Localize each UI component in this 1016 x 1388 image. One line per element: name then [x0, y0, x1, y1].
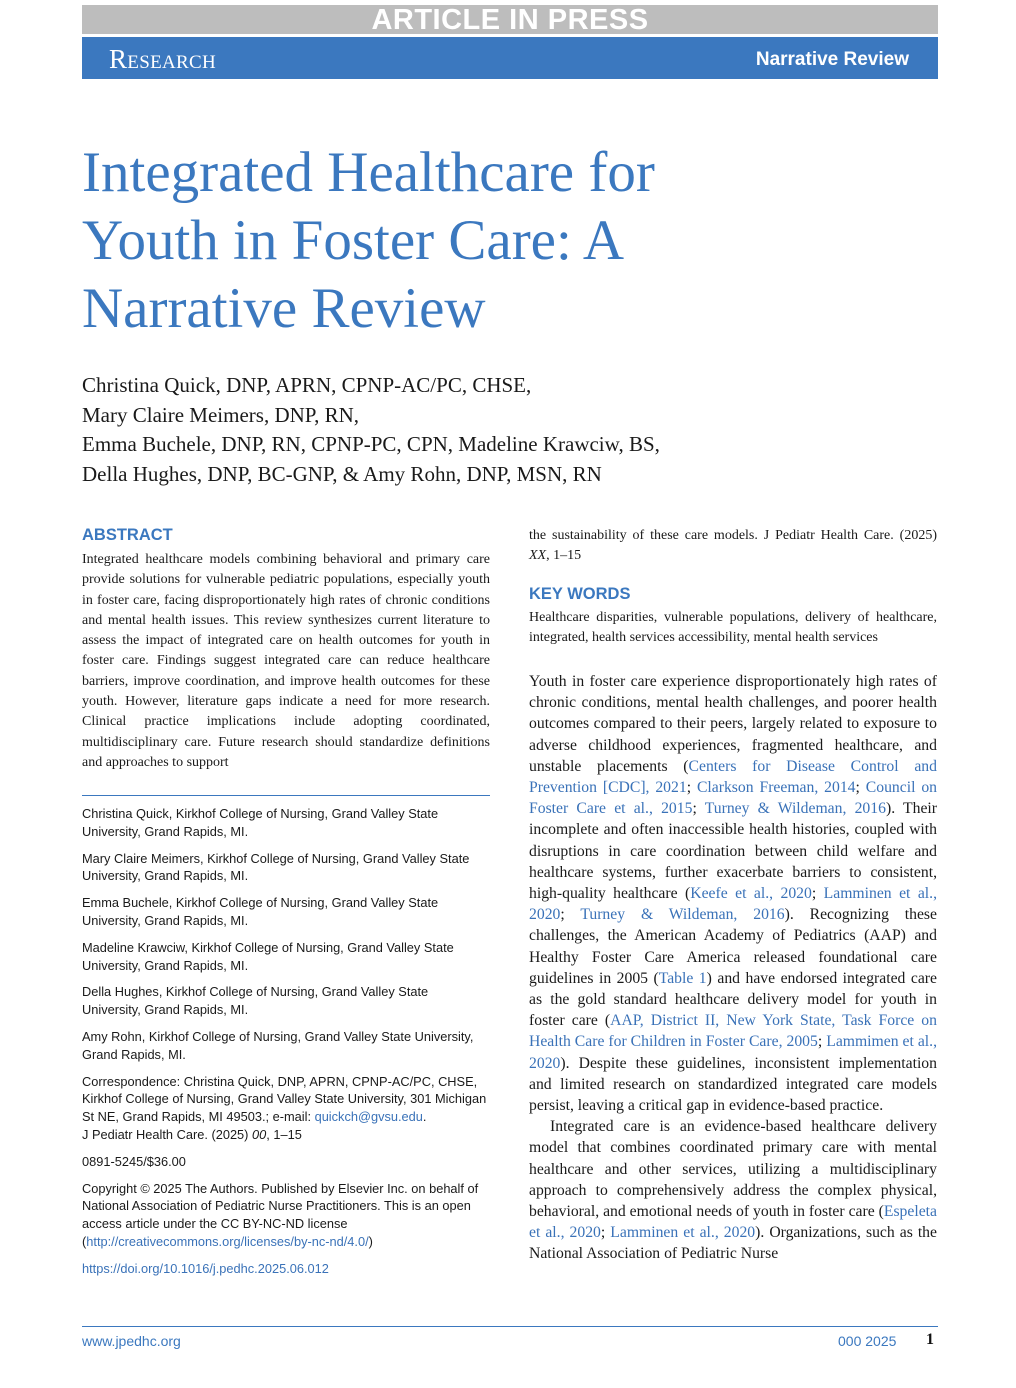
citation-link[interactable]: AAP, District II, New York State, Task Force on Health Care for Children in Foster Care, 2005	[529, 1012, 937, 1051]
email-link[interactable]: quickch@gvsu.edu	[314, 1109, 423, 1125]
abstract-text: Integrated healthcare models combining behavioral and primary care provide solutions for vulnerable pediatric populations, especially youth in foster care, facing disproportionately high rates of chronic conditions and mental health issues. This review synthesizes current literature to assess the impact of integrated care on health outcomes for youth in foster care. Findings suggest integrated care can reduce healthcare barriers, improve coordination, and improve health outcomes for these youth. However, literature gaps indicate a need for more research. Clinical practice implications include adopting coordinated, multidisciplinary care. Future research should standardize definitions and approaches to support	[82, 552, 490, 770]
section-header-bar	[82, 37, 938, 79]
body-text-run: ). Recognizing these challenges, the American Academy of Pediatrics (AAP) and Healthy Foster Care America released foundational care guidelines in 2005 (	[529, 906, 938, 987]
journal-citation: J Pediatr Health Care. (2025) 00, 1–15	[82, 1126, 302, 1142]
body-text-run: ;	[811, 885, 824, 903]
author-line: Emma Buchele, DNP, RN, CPNP-PC, CPN, Madeline Krawciw, BS,	[82, 432, 660, 456]
title-line: Youth in Foster Care: A	[82, 209, 625, 272]
body-text-run: ). Despite these guidelines, inconsistent implementation and limited research on standardized integrated care models persist, leaving a critical gap in evidence-based practice.	[529, 1054, 937, 1115]
article-type: Narrative Review	[755, 49, 909, 70]
doi-link[interactable]: https://doi.org/10.1016/j.pedhc.2025.06.012	[82, 1260, 329, 1276]
keywords-text: Healthcare disparities, vulnerable populations, delivery of healthcare, integrated, health services accessibility, mental health services	[529, 609, 937, 645]
author-line: Mary Claire Meimers, DNP, RN,	[82, 402, 360, 427]
citation-link[interactable]: Table 1	[658, 969, 707, 987]
citation-link[interactable]: Centers for Disease Control and Prevention [CDC], 2021	[529, 757, 937, 797]
right-column-top	[529, 526, 937, 648]
keywords-heading: KEY WORDS	[529, 584, 631, 603]
citation-link[interactable]: Lamminen et al., 2020	[529, 885, 937, 924]
abstract-heading: ABSTRACT	[82, 526, 173, 544]
body-text-run: Youth in foster care experience disproportionately high rates of chronic conditions, mental health challenges, and poorer health outcomes compared to their peers, largely related to exposure to adverse childhood experiences, fragmented healthcare, and unstable placements (	[529, 673, 937, 775]
affiliation: Emma Buchele, Kirkhof College of Nursing, Grand Valley State University, Grand Rapids, MI.	[82, 895, 439, 928]
copyright-notice: Copyright © 2025 The Authors. Published by Elsevier Inc. on behalf of National Association of Pediatric Nurse Practitioners. This is an open access article under the CC BY-NC-ND license (http://creativecommons.org/licenses/by-nc-nd/4.0/)	[82, 1180, 479, 1249]
author-line: Della Hughes, DNP, BC-GNP, & Amy Rohn, DNP, MSN, RN	[82, 461, 602, 486]
affiliation: Christina Quick, Kirkhof College of Nursing, Grand Valley State University, Grand Rapids, MI.	[82, 806, 439, 839]
body-text-run: Integrated care is an evidence-based healthcare delivery model that combines coordinated primary care with mental healthcare and other services, utilizing a multidisciplinary approach to comprehensively address the complex physical, behavioral, and emotional needs of youth in foster care (	[529, 1118, 937, 1221]
affiliation: Mary Claire Meimers, Kirkhof College of Nursing, Grand Valley State University, Grand Rapids, MI.	[82, 850, 470, 884]
page-number: 1	[926, 1331, 934, 1348]
affiliation-divider	[82, 795, 490, 796]
citation-link[interactable]: Clarkson Freeman, 2014	[696, 779, 856, 797]
title-line: Narrative Review	[82, 277, 486, 340]
issue-date: 000 2025	[838, 1333, 897, 1349]
citation-link[interactable]: Espeleta et al., 2020	[529, 1203, 937, 1242]
affiliation: Madeline Krawciw, Kirkhof College of Nursing, Grand Valley State University, Grand Rapids, MI.	[82, 939, 454, 973]
body-text-run: ;	[560, 906, 581, 924]
body-text-run: ;	[600, 1224, 611, 1242]
author-list	[82, 371, 842, 489]
citation-link[interactable]: Council on Foster Care et al., 2015	[529, 779, 938, 818]
body-text	[529, 671, 937, 1265]
article-title	[82, 139, 842, 343]
citation-link[interactable]: Keefe et al., 2020	[690, 885, 812, 903]
body-paragraph	[529, 671, 937, 1116]
citation-link[interactable]: Turney & Wildeman, 2016	[704, 800, 886, 818]
body-text-run: ;	[855, 779, 866, 797]
body-text-run: ). Their incomplete and often inaccessible health histories, coupled with disruptions in care coordination between child welfare and healthcare systems, further exacerbate barriers to consistent, high-quality healthcare (	[529, 800, 937, 903]
section-kind: Research	[109, 44, 216, 74]
footer-divider	[82, 1326, 938, 1327]
body-paragraph	[529, 1116, 937, 1264]
body-text-run: ;	[817, 1033, 827, 1051]
correspondence: Correspondence: Christina Quick, DNP, APRN, CPNP-AC/PC, CHSE, Kirkhof College of Nursing, Grand Valley State University, 301 Michigan St NE, Grand Rapids, MI 49503.; e-mail: quickch@gvsu.edu.	[82, 1073, 487, 1125]
article-in-press-banner: ARTICLE IN PRESS	[82, 5, 938, 34]
affiliation: Della Hughes, Kirkhof College of Nursing, Grand Valley State University, Grand Rapids, MI.	[82, 984, 429, 1018]
body-text-run: ;	[686, 779, 697, 797]
body-text-run: ) and have endorsed integrated care as the gold standard healthcare delivery model for youth in foster care (	[529, 969, 937, 1030]
issn-price: 0891-5245/$36.00	[82, 1153, 186, 1169]
title-line: Integrated Healthcare for	[82, 141, 655, 204]
citation-link[interactable]: Turney & Wildeman, 2016	[580, 906, 785, 924]
affiliations-block	[82, 805, 490, 1287]
journal-website-link[interactable]: www.jpedhc.org	[82, 1333, 181, 1349]
license-link[interactable]: http://creativecommons.org/licenses/by-nc-nd/4.0/	[86, 1233, 369, 1249]
body-text-run: ). Organizations, such as the National Association of Pediatric Nurse	[529, 1224, 937, 1263]
abstract-continuation: the sustainability of these care models. J Pediatr Health Care. (2025) XX, 1–15	[529, 528, 937, 564]
author-line: Christina Quick, DNP, APRN, CPNP-AC/PC, CHSE,	[82, 373, 532, 397]
abstract-section	[82, 526, 490, 773]
citation-link[interactable]: Lammimen et al., 2020	[529, 1033, 938, 1072]
affiliation: Amy Rohn, Kirkhof College of Nursing, Grand Valley State University, Grand Rapids, MI.	[82, 1028, 474, 1062]
body-text-run: ;	[692, 800, 705, 818]
citation-link[interactable]: Lamminen et al., 2020	[610, 1224, 756, 1242]
